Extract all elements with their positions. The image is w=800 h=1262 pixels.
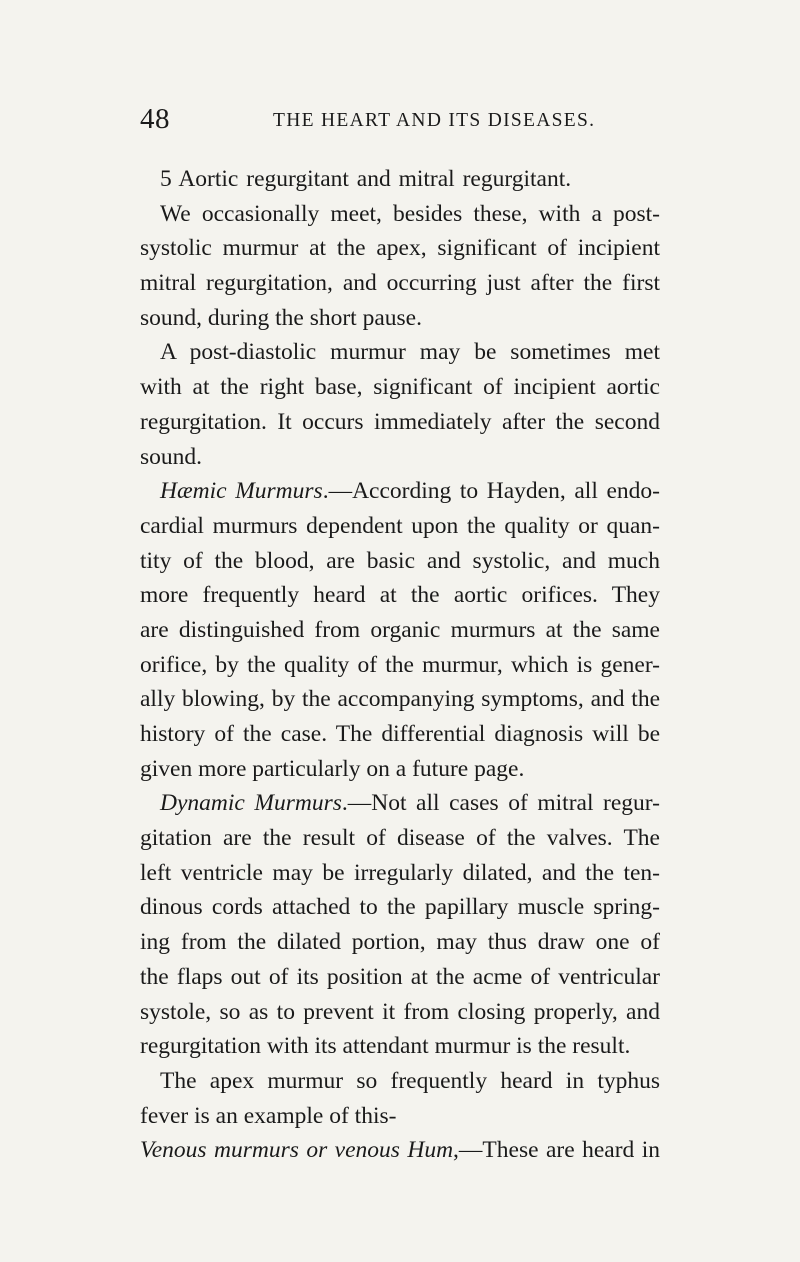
text-line (140, 1064, 660, 1099)
line-text: tity of the blood, are basic and systolic, and much (140, 547, 660, 574)
line-text: more frequently heard at the aortic orifices. They (140, 582, 660, 609)
line-text: dinous cords attached to the papillary muscle spring- (140, 894, 660, 921)
line-text: A post-diastolic murmur may be sometimes met (160, 339, 660, 366)
text-line (140, 578, 660, 613)
text-line (140, 440, 660, 475)
text-line (140, 197, 660, 232)
text-line (140, 821, 660, 856)
text-line (140, 266, 660, 301)
line-text: .—According to Hayden, all endo- (322, 478, 660, 505)
line-text: mitral regurgitation, and occurring just after the first (140, 270, 660, 297)
line-text: ing from the dilated portion, may thus draw one of (140, 929, 660, 956)
body-text (140, 162, 660, 1168)
line-text: sound. (140, 443, 203, 470)
text-line (140, 1133, 660, 1168)
line-text: cardial murmurs dependent upon the quality or quan- (140, 512, 660, 539)
line-text: are distinguished from organic murmurs at the same (140, 616, 660, 643)
text-line (140, 995, 660, 1030)
line-text: regurgitation with its attendant murmur is the result. (140, 1033, 631, 1060)
line-text: with at the right base, significant of incipient aortic (140, 374, 660, 401)
text-line (140, 544, 660, 579)
running-head (140, 103, 660, 143)
line-text: systole, so as to prevent it from closing properly, and (140, 998, 660, 1025)
text-line (140, 231, 660, 266)
italic-heading: Venous murmurs or venous Hum (140, 1137, 454, 1164)
page-number: 48 (140, 103, 170, 135)
line-text: history of the case. The differential diagnosis will be (140, 721, 660, 747)
text-line (140, 474, 660, 509)
text-line (140, 509, 660, 544)
text-line (140, 370, 660, 405)
text-line (140, 925, 660, 960)
line-text: sound, during the short pause. (140, 304, 422, 331)
line-text: gitation are the result of disease of the valves. The (140, 825, 660, 852)
line-text: The apex murmur so frequently heard in typhus (160, 1067, 660, 1094)
line-text: ally blowing, by the accompanying symptoms, and the (140, 686, 660, 713)
text-line (140, 717, 660, 752)
text-line (140, 613, 660, 648)
line-text: the flaps out of its position at the acme of ventricular (140, 963, 660, 990)
italic-heading: Dynamic Murmurs (160, 790, 342, 817)
text-line (140, 1099, 660, 1134)
line-text: ,—These are heard in (453, 1137, 660, 1164)
line-text: systolic murmur at the apex, significant of incipient (140, 235, 660, 262)
text-line (140, 890, 660, 925)
line-text: 5 Aortic regurgitant and mitral regurgitant. (160, 166, 572, 192)
text-line (140, 960, 660, 995)
line-text: .—Not all cases of mitral regur- (341, 790, 660, 817)
text-line (140, 405, 660, 440)
text-line (140, 648, 660, 683)
running-head-title: THE HEART AND ITS DISEASES. (273, 110, 596, 131)
text-line (140, 1029, 660, 1064)
line-text: orifice, by the quality of the murmur, which is gener- (140, 651, 660, 678)
text-line (140, 335, 660, 370)
text-line (140, 786, 660, 821)
line-text: left ventricle may be irregularly dilated, and the ten- (140, 859, 660, 886)
line-text: fever is an example of this- (140, 1102, 397, 1129)
text-line (140, 752, 660, 787)
text-line (140, 301, 660, 336)
text-line (140, 162, 660, 197)
text-line (140, 856, 660, 891)
line-text: regurgitation. It occurs immediately after the second (140, 408, 660, 435)
line-text: given more particularly on a future page. (140, 755, 525, 782)
italic-heading: Hæmic Murmurs (160, 478, 323, 505)
line-text: We occasionally meet, besides these, with a post- (160, 200, 660, 227)
text-line (140, 682, 660, 717)
